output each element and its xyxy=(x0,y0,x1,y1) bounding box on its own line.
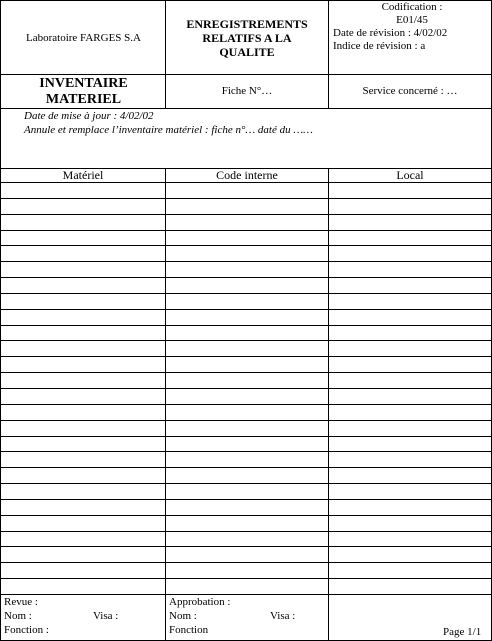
update-date: Date de mise à jour : 4/02/02 xyxy=(24,110,154,122)
revue-label: Revue : xyxy=(4,596,38,608)
table-divider-1 xyxy=(165,168,166,641)
table-row xyxy=(0,546,492,547)
form-title-line-1: INVENTAIRE xyxy=(39,75,128,91)
table-row xyxy=(0,309,492,310)
table-row xyxy=(0,214,492,215)
form-title-line-2: MATERIEL xyxy=(45,91,122,107)
table-row xyxy=(0,388,492,389)
table-row xyxy=(0,578,492,579)
revue-fonction: Fonction : xyxy=(4,624,49,636)
page-number: Page 1/1 xyxy=(443,626,482,638)
table-row xyxy=(0,562,492,563)
revision-date: Date de révision : 4/02/02 xyxy=(333,27,448,39)
table-row xyxy=(0,451,492,452)
table-row xyxy=(0,404,492,405)
service-concerned: Service concerné : … xyxy=(362,85,458,97)
form-title xyxy=(2,75,165,108)
codification-label: Codification : xyxy=(381,1,443,13)
table-row xyxy=(0,531,492,532)
column-header-local: Local xyxy=(396,168,424,182)
approbation-fonction: Fonction xyxy=(169,624,209,636)
table-row xyxy=(0,245,492,246)
revue-nom: Nom : xyxy=(4,610,32,622)
footer-rule xyxy=(0,594,492,595)
title-row-rule xyxy=(0,108,492,109)
codification-value: E01/45 xyxy=(396,14,428,26)
table-row xyxy=(0,277,492,278)
table-row xyxy=(0,356,492,357)
table-row xyxy=(0,420,492,421)
document-type-line-1: ENREGISTREMENTS xyxy=(186,17,308,31)
document-type-line-3: QUALITE xyxy=(219,45,275,59)
company-name: Laboratoire FARGES S.A xyxy=(26,31,141,44)
column-header-code-interne: Code interne xyxy=(216,168,278,182)
approbation-nom: Nom : xyxy=(169,610,197,622)
replaces-note: Annule et remplace l’inventaire matériel : fiche n°… daté du …… xyxy=(24,124,313,136)
table-row xyxy=(0,198,492,199)
table-row xyxy=(0,372,492,373)
table-row xyxy=(0,515,492,516)
document-type-line-2: RELATIFS A LA xyxy=(202,31,292,45)
table-row xyxy=(0,467,492,468)
border-left xyxy=(0,0,1,641)
table-row xyxy=(0,261,492,262)
column-header-materiel: Matériel xyxy=(62,168,104,182)
approbation-label: Approbation : xyxy=(169,596,231,608)
table-divider-2 xyxy=(328,168,329,641)
table-row xyxy=(0,325,492,326)
revue-visa: Visa : xyxy=(93,610,119,622)
revision-block xyxy=(333,1,491,53)
revision-index: Indice de révision : a xyxy=(333,40,426,52)
fiche-number: Fiche N°… xyxy=(221,85,273,97)
approbation-visa: Visa : xyxy=(270,610,296,622)
table-row xyxy=(0,436,492,437)
table-row xyxy=(0,340,492,341)
table-row xyxy=(0,230,492,231)
document-type xyxy=(166,2,328,74)
table-row xyxy=(0,499,492,500)
table-row xyxy=(0,483,492,484)
table-row xyxy=(0,182,492,183)
table-row xyxy=(0,293,492,294)
